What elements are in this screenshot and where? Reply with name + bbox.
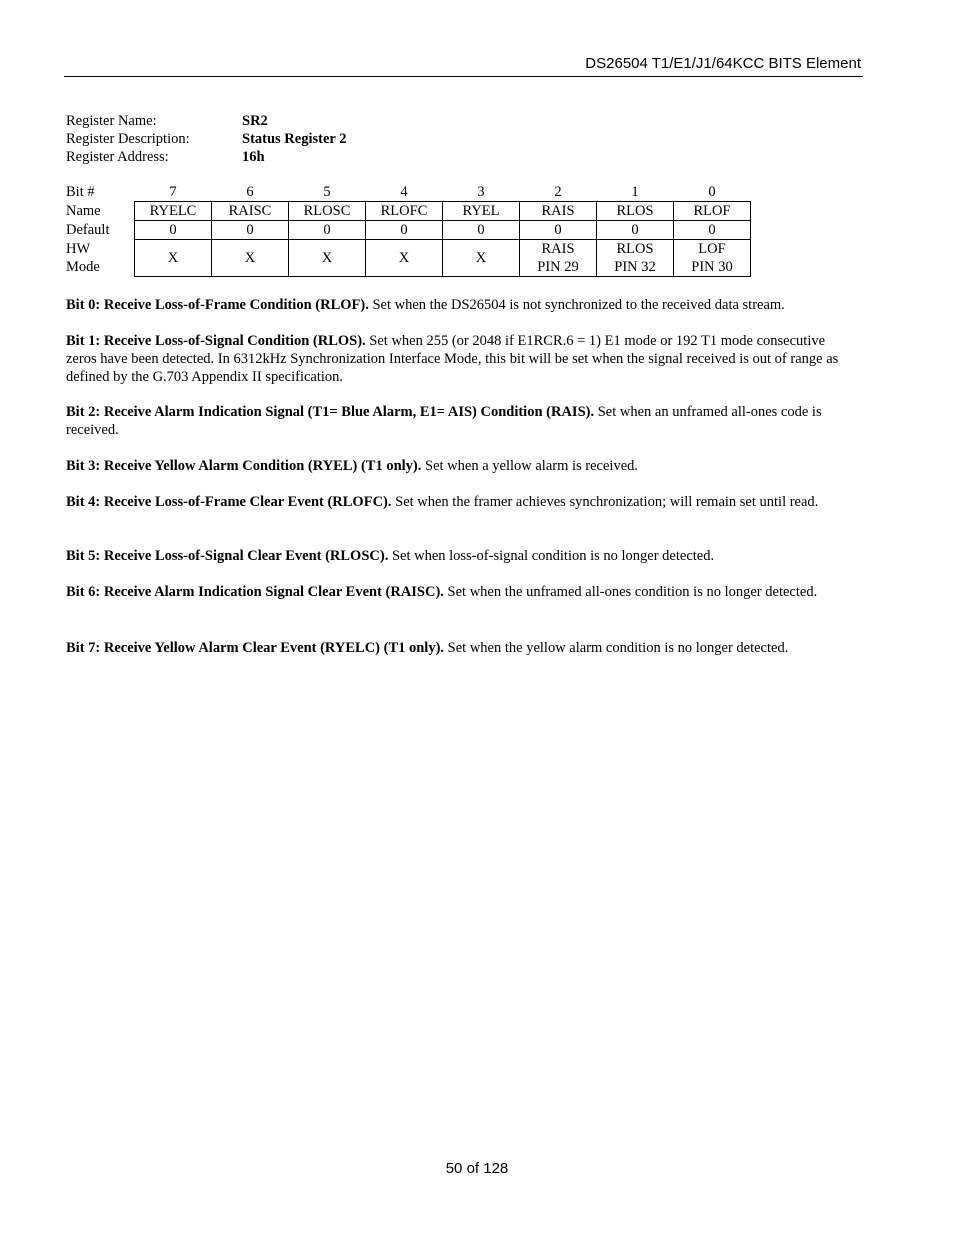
bit-default-row (66, 221, 751, 240)
register-description-value: Status Register 2 (242, 131, 347, 147)
bit-6-body: Set when the unframed all-ones condition is no longer detected. (443, 584, 818, 600)
header-title: DS26504 T1/E1/J1/64KCC BITS Element (585, 55, 861, 72)
bit-2-description (66, 403, 856, 439)
bit-6-title: Bit 6: Receive Alarm Indication Signal Clear Event (RAISC). (66, 584, 444, 600)
bit-7-title: Bit 7: Receive Yellow Alarm Clear Event (RYELC) (T1 only). (66, 640, 445, 656)
bit-number: 5 (323, 184, 331, 200)
bit-default-cell: 0 (289, 221, 366, 240)
bit-name-row (66, 202, 751, 221)
register-name-value: SR2 (242, 113, 268, 129)
bit-name-label: Name (66, 203, 101, 219)
bit-4-title: Bit 4: Receive Loss-of-Frame Clear Event (RLOFC). (66, 494, 392, 510)
bit-hw-mode-cell: X (135, 240, 212, 277)
bit-4-body: Set when the framer achieves synchronization; will remain set until read. (391, 494, 819, 510)
bit-default-cell: 0 (443, 221, 520, 240)
bit-table (66, 183, 751, 277)
bit-2-title: Bit 2: Receive Alarm Indication Signal (T1= Blue Alarm, E1= AIS) Condition (RAIS). (66, 404, 595, 420)
bit-default-cell: 0 (597, 221, 674, 240)
bit-5-title: Bit 5: Receive Loss-of-Signal Clear Event (RLOSC). (66, 548, 389, 564)
bit-number-label: Bit # (66, 184, 95, 201)
bit-name-cell: RYELC (135, 202, 212, 221)
bit-hw-mode-cell: X (366, 240, 443, 277)
hw-mode-line: RLOS (616, 241, 654, 257)
bit-5-body: Set when loss-of-signal condition is no longer detected. (388, 548, 715, 564)
bit-number: 3 (477, 184, 485, 200)
bit-hw-mode-cell: X (212, 240, 289, 277)
bit-name-cell: RAISC (212, 202, 289, 221)
bit-default-cell: 0 (366, 221, 443, 240)
bit-default-label: Default (66, 222, 110, 238)
hw-mode-line: RAIS (541, 241, 575, 257)
bit-5-description (66, 547, 856, 565)
bit-default-cell: 0 (212, 221, 289, 240)
bit-1-description (66, 332, 856, 386)
bit-number: 2 (554, 184, 562, 200)
bit-default-cell: 0 (520, 221, 597, 240)
hw-label-line: HW (66, 241, 91, 257)
bit-1-title: Bit 1: Receive Loss-of-Signal Condition (RLOS). (66, 333, 366, 349)
bit-number: 6 (246, 184, 254, 200)
bit-hw-mode-cell: X (443, 240, 520, 277)
bit-0-body: Set when the DS26504 is not synchronized to the received data stream. (368, 297, 785, 313)
bit-7-body: Set when the yellow alarm condition is no longer detected. (444, 640, 789, 656)
header-divider (64, 76, 863, 77)
bit-2-body: Set when an unframed all-ones code is received. (66, 404, 822, 438)
bit-3-description (66, 457, 856, 475)
bit-7-description (66, 639, 856, 657)
bit-default-cell: 0 (674, 221, 751, 240)
register-address-row (66, 148, 346, 166)
bit-name-cell: RLOS (597, 202, 674, 221)
bit-number: 4 (400, 184, 408, 200)
bit-3-title: Bit 3: Receive Yellow Alarm Condition (RYEL) (T1 only). (66, 458, 422, 474)
register-name-label: Register Name: (66, 113, 157, 129)
bit-name-cell: RAIS (520, 202, 597, 221)
bit-hw-mode-cell: X (289, 240, 366, 277)
register-description-label: Register Description: (66, 131, 190, 147)
bit-3-body: Set when a yellow alarm is received. (421, 458, 639, 474)
page-number: 50 of 128 (445, 1160, 509, 1177)
register-info (66, 112, 346, 166)
bit-number: 7 (169, 184, 177, 200)
bit-6-description (66, 583, 856, 601)
mode-label-line: Mode (66, 259, 100, 275)
bit-default-cell: 0 (135, 221, 212, 240)
register-address-label: Register Address: (66, 149, 169, 165)
bit-4-description (66, 493, 856, 511)
bit-number: 0 (708, 184, 716, 200)
bit-name-cell: RLOFC (366, 202, 443, 221)
bit-hw-mode-cell (520, 240, 597, 277)
hw-mode-line: PIN 29 (537, 259, 579, 275)
bit-hw-mode-row (66, 240, 751, 277)
hw-mode-line: LOF (698, 241, 726, 257)
bit-hw-mode-cell (597, 240, 674, 277)
hw-mode-line: PIN 32 (614, 259, 656, 275)
bit-number: 1 (631, 184, 639, 200)
bit-name-cell: RYEL (443, 202, 520, 221)
bit-0-title: Bit 0: Receive Loss-of-Frame Condition (RLOF). (66, 297, 369, 313)
bit-hw-mode-label (66, 240, 135, 277)
bit-hw-mode-cell (674, 240, 751, 277)
bit-number-row (66, 183, 751, 202)
register-description-row (66, 130, 346, 148)
hw-mode-line: PIN 30 (691, 259, 733, 275)
bit-name-cell: RLOF (674, 202, 751, 221)
register-address-value: 16h (242, 149, 265, 165)
bit-0-description (66, 296, 856, 314)
bit-name-cell: RLOSC (289, 202, 366, 221)
register-name-row (66, 112, 346, 130)
bit-1-body: Set when 255 (or 2048 if E1RCR.6 = 1) E1 mode or 192 T1 mode consecutive zeros have been detected. In 6312kHz Synchronization Interface Mode, this bit will be set when the signal received is out of range as defined by the G.703 Appendix II specification. (66, 333, 839, 385)
